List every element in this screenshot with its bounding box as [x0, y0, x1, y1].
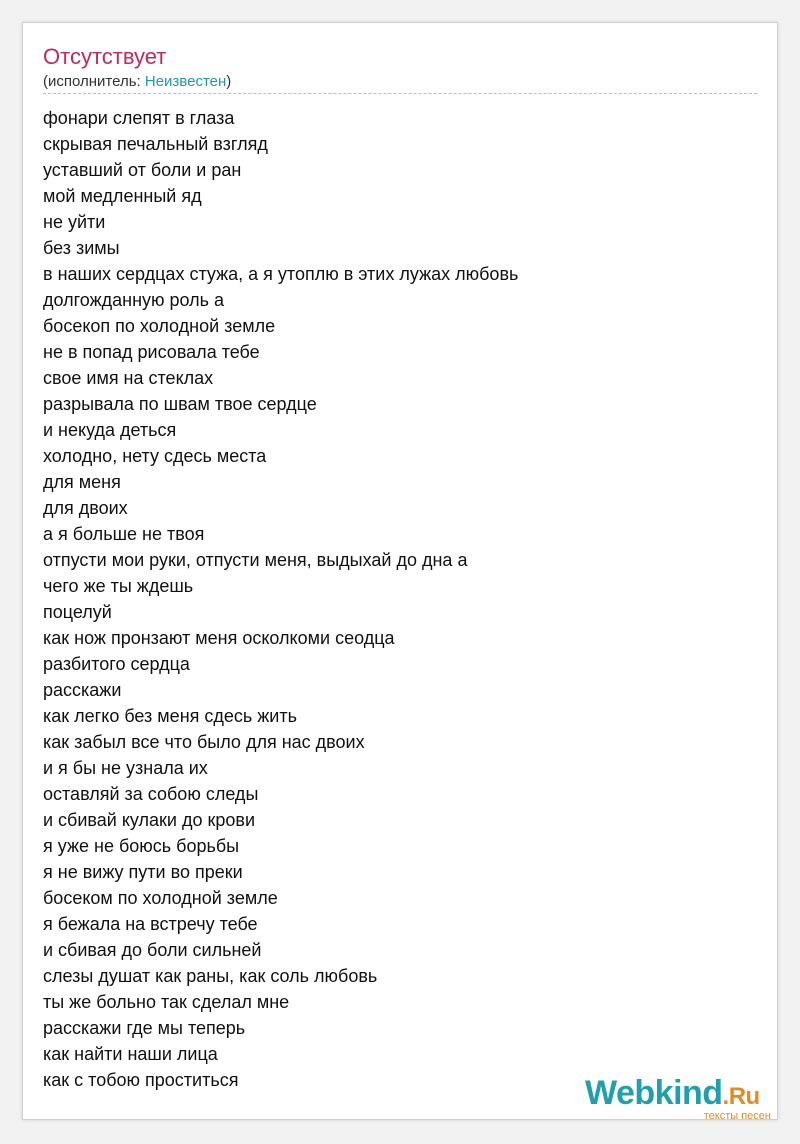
lyric-line: не уйти	[43, 212, 106, 232]
lyric-line: разрывала по швам твое сердце	[43, 394, 317, 414]
lyric-line: разбитого сердца	[43, 654, 190, 674]
lyric-line: босекоп по холодной земле	[43, 316, 276, 336]
lyric-line: я уже не боюсь борьбы	[43, 836, 240, 856]
lyrics-text	[43, 105, 757, 1093]
lyric-line: поцелуй	[43, 602, 112, 622]
lyric-line: отпусти мои руки, отпусти меня, выдыхай до дна а	[43, 550, 468, 570]
lyric-line: слезы душат как раны, как соль любовь	[43, 966, 378, 986]
lyric-line: долгожданную роль а	[43, 290, 225, 310]
lyric-line: я не вижу пути во преки	[43, 862, 243, 882]
logo-wordmark	[585, 1075, 775, 1115]
lyric-line: фонари слепят в глаза	[43, 108, 235, 128]
artist-name-link[interactable]: Неизвестен	[144, 73, 227, 90]
artist-suffix: )	[226, 73, 232, 90]
lyric-line: без зимы	[43, 238, 120, 258]
artist-prefix: (исполнитель:	[43, 73, 145, 90]
lyric-line: а я больше не твоя	[43, 524, 205, 544]
artist-line	[43, 73, 231, 91]
logo-subtitle: тексты песен	[703, 1110, 771, 1122]
lyric-line: мой медленный яд	[43, 186, 202, 206]
lyric-line: как забыл все что было для нас двоих	[43, 732, 365, 752]
lyric-line: и я бы не узнала их	[43, 758, 208, 778]
lyric-line: как найти наши лица	[43, 1044, 218, 1064]
lyrics-sheet	[22, 22, 778, 1120]
lyric-line: ты же больно так сделал мне	[43, 992, 290, 1012]
logo-tld-text: .Ru	[722, 1083, 760, 1110]
header-divider	[43, 93, 757, 94]
lyric-line: оставляй за собою следы	[43, 784, 259, 804]
lyric-line: для двоих	[43, 498, 128, 518]
lyric-line: чего же ты ждешь	[43, 576, 194, 596]
lyric-line: расскажи	[43, 680, 122, 700]
lyric-line: и некуда деться	[43, 420, 177, 440]
lyric-line: и сбивая до боли сильней	[43, 940, 262, 960]
webkind-logo[interactable]	[585, 1074, 775, 1122]
lyric-line: в наших сердцах стужа, а я утоплю в этих лужах любовь	[43, 264, 519, 284]
lyric-line: уставший от боли и ран	[43, 160, 242, 180]
lyric-line: для меня	[43, 472, 121, 492]
lyric-line: и сбивай кулаки до крови	[43, 810, 256, 830]
logo-main-text: Webkind	[585, 1074, 723, 1112]
lyric-line: как с тобою проститься	[43, 1070, 239, 1090]
lyric-line: босеком по холодной земле	[43, 888, 278, 908]
song-title: Отсутствует	[43, 44, 167, 69]
lyric-line: я бежала на встречу тебе	[43, 914, 258, 934]
lyric-line: как легко без меня сдесь жить	[43, 706, 297, 726]
lyric-line: скрывая печальный взгляд	[43, 134, 268, 154]
lyric-line: не в попад рисовала тебе	[43, 342, 260, 362]
lyric-line: холодно, нету сдесь места	[43, 446, 267, 466]
lyric-line: как нож пронзают меня осколкоми сеодца	[43, 628, 395, 648]
lyric-line: расскажи где мы теперь	[43, 1018, 246, 1038]
lyric-line: свое имя на стеклах	[43, 368, 214, 388]
